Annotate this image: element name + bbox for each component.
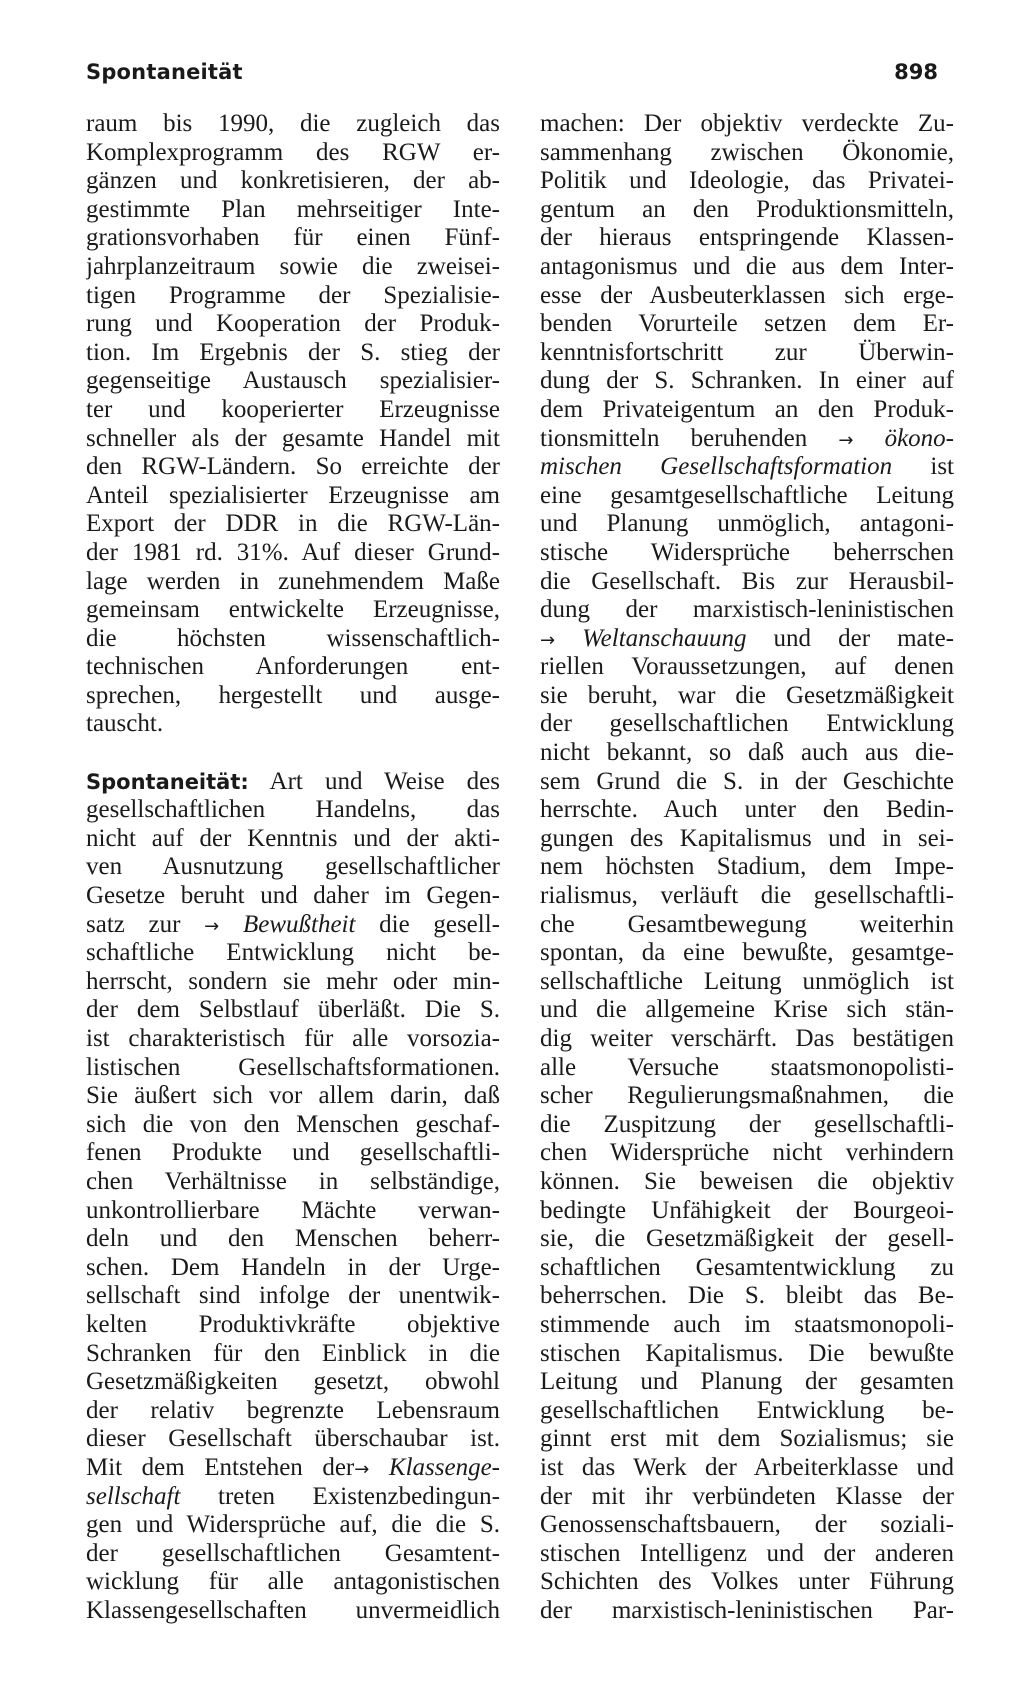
text-line: Schranken für den Einblick in die bbox=[86, 1339, 500, 1367]
entry-separator bbox=[86, 739, 500, 768]
text-line: spontan, da eine bewußte, gesamtge- bbox=[540, 939, 954, 967]
text-line: tauscht. bbox=[86, 710, 164, 738]
text-line: listischen Gesellschaftsformationen. bbox=[86, 1053, 500, 1081]
text-line: eine gesamtgesellschaftliche Leitung bbox=[540, 481, 954, 509]
cross-reference-weltanschauung[interactable]: Weltanschauung bbox=[555, 624, 747, 652]
text-line: sammenhang zwischen Ökonomie, bbox=[540, 138, 954, 166]
text-line: dieser Gesellschaft überschaubar ist. bbox=[86, 1425, 500, 1453]
text-line: ginnt erst mit dem Sozialismus; sie bbox=[540, 1425, 954, 1453]
text-line: Gesetzmäßigkeiten gesetzt, obwohl bbox=[86, 1368, 500, 1396]
text-line: stische Widersprüche beherrschen bbox=[540, 538, 954, 566]
entry-text: Art und Weise des bbox=[248, 767, 500, 795]
entry-headword: Spontaneität: bbox=[86, 769, 249, 794]
text-line: der hieraus entspringende Klassen- bbox=[540, 224, 954, 252]
text-line: die Zuspitzung der gesellschaftli- bbox=[540, 1110, 954, 1138]
entry-text: Mit dem Entstehen der bbox=[86, 1453, 355, 1481]
text-line: und Planung unmöglich, antagoni- bbox=[540, 510, 954, 538]
cross-reference-arrow-icon: → bbox=[838, 429, 854, 451]
text-line: lage werden in zunehmendem Maße bbox=[86, 567, 500, 595]
text-line: rialismus, verläuft die gesellschaftli- bbox=[540, 882, 954, 910]
cross-reference-bewusstheit[interactable]: Bewußtheit bbox=[242, 910, 356, 938]
text-line: der marxistisch-leninistischen Par- bbox=[540, 1596, 954, 1624]
entry-text: tionsmitteln beruhenden bbox=[540, 424, 839, 452]
text-line: kelten Produktivkräfte objektive bbox=[86, 1310, 500, 1338]
text-line: Export der DDR in die RGW-Län- bbox=[86, 510, 500, 538]
text-line: dig weiter verschärft. Das bestätigen bbox=[540, 1025, 954, 1052]
text-line: schaftlichen Gesamtentwicklung zu bbox=[540, 1253, 954, 1281]
cross-reference-klassengesellschaft[interactable]: sellschaft bbox=[86, 1482, 181, 1510]
text-line: Komplexprogramm des RGW er- bbox=[86, 138, 500, 166]
entry-text: die gesell- bbox=[355, 910, 500, 938]
text-line: chen Verhältnisse in selbständige, bbox=[86, 1167, 500, 1195]
text-line: gestimmte Plan mehrseitiger Inte- bbox=[86, 195, 500, 223]
cross-reference-line bbox=[86, 911, 500, 940]
text-line: Gesetze beruht und daher im Gegen- bbox=[86, 882, 500, 910]
cross-reference-arrow-icon: → bbox=[204, 915, 220, 937]
text-line: nicht auf der Kenntnis und der akti- bbox=[86, 824, 500, 852]
text-line: gentum an den Produktionsmitteln, bbox=[540, 195, 954, 223]
text-line: stischen Kapitalismus. Die bewußte bbox=[540, 1339, 954, 1367]
text-line: der mit ihr verbündeten Klasse der bbox=[540, 1482, 954, 1510]
text-line: schaftliche Entwicklung nicht be- bbox=[86, 939, 500, 967]
text-line: tigen Programme der Spezialisie- bbox=[86, 281, 500, 309]
cross-reference-oekonomische-gesellschaftsformation[interactable]: mischen Gesellschaftsformation bbox=[540, 453, 893, 481]
text-line: deln und den Menschen beherr- bbox=[86, 1225, 500, 1253]
text-line: herrscht, sondern sie mehr oder min- bbox=[86, 967, 500, 995]
cross-reference-klassengesellschaft[interactable]: Klassenge- bbox=[369, 1453, 500, 1481]
text-line: dung der S. Schranken. In einer auf bbox=[540, 367, 954, 395]
entry-text: satz zur bbox=[86, 910, 205, 938]
text-line: der gesellschaftlichen Entwicklung bbox=[540, 710, 954, 738]
text-line: technischen Anforderungen ent- bbox=[86, 653, 500, 681]
left-column bbox=[86, 110, 500, 1625]
cross-reference-line bbox=[540, 425, 954, 454]
text-line: riellen Voraussetzungen, auf denen bbox=[540, 653, 954, 681]
text-line: antagonismus und die aus dem Inter- bbox=[540, 252, 954, 280]
text-line: ter und kooperierter Erzeugnisse bbox=[86, 395, 500, 423]
page-number: 898 bbox=[894, 60, 938, 84]
entry-text-block bbox=[540, 653, 954, 1625]
text-line: gesellschaftlichen Entwicklung be- bbox=[540, 1396, 954, 1424]
text-line: sie, die Gesetzmäßigkeit der gesell- bbox=[540, 1225, 954, 1253]
text-line: Leitung und Planung der gesamten bbox=[540, 1368, 954, 1396]
text-line: beherrschen. Die S. bleibt das Be- bbox=[540, 1282, 954, 1310]
text-line: können. Sie beweisen die objektiv bbox=[540, 1167, 954, 1195]
text-line: jahrplanzeitraum sowie die zweisei- bbox=[86, 252, 500, 280]
entry-text: treten Existenzbedingun- bbox=[180, 1482, 500, 1510]
text-line: der relativ begrenzte Lebensraum bbox=[86, 1396, 500, 1424]
entry-text-block bbox=[86, 796, 500, 910]
text-line: und die allgemeine Krise sich stän- bbox=[540, 996, 954, 1024]
entry-text-block bbox=[86, 939, 500, 1454]
text-line: fenen Produkte und gesellschaftli- bbox=[86, 1139, 500, 1167]
cross-reference-arrow-icon: → bbox=[354, 1458, 370, 1480]
text-line: bedingte Unfähigkeit der Bourgeoi- bbox=[540, 1196, 954, 1224]
text-line: ist das Werk der Arbeiterklasse und bbox=[540, 1453, 954, 1481]
entry-text-block bbox=[540, 110, 954, 425]
text-line: Sie äußert sich vor allem darin, daß bbox=[86, 1082, 500, 1110]
text-line: stimmende auch im staatsmonopoli- bbox=[540, 1310, 954, 1338]
text-line: che Gesamtbewegung weiterhin bbox=[540, 910, 954, 938]
entry-first-line bbox=[86, 768, 500, 797]
text-line: der gesellschaftlichen Gesamtent- bbox=[86, 1539, 500, 1567]
entry-text-block bbox=[86, 1511, 500, 1625]
text-line: rung und Kooperation der Produk- bbox=[86, 310, 500, 338]
text-line: esse der Ausbeuterklassen sich erge- bbox=[540, 281, 954, 309]
right-column bbox=[540, 110, 954, 1625]
text-line: Klassengesellschaften unvermeidlich bbox=[86, 1596, 500, 1624]
text-line: sich die von den Menschen geschaf- bbox=[86, 1110, 500, 1138]
text-line: benden Vorurteile setzen dem Er- bbox=[540, 310, 954, 338]
cross-reference-line bbox=[86, 1483, 500, 1512]
text-line: sem Grund die S. in der Geschichte bbox=[540, 767, 954, 795]
entry-text: und der mate- bbox=[746, 624, 954, 652]
text-line: tion. Im Ergebnis der S. stieg der bbox=[86, 338, 500, 366]
text-line: dung der marxistisch-leninistischen bbox=[540, 596, 954, 624]
text-line: kenntnisfortschritt zur Überwin- bbox=[540, 338, 954, 366]
running-head: Spontaneität bbox=[86, 60, 243, 84]
text-line: chen Widersprüche nicht verhindern bbox=[540, 1139, 954, 1167]
text-line: machen: Der objektiv verdeckte Zu- bbox=[540, 110, 954, 137]
text-line: gegenseitige Austausch spezialisier- bbox=[86, 367, 500, 395]
text-line: Schichten des Volkes unter Führung bbox=[540, 1568, 954, 1596]
previous-entry-continuation bbox=[86, 110, 500, 739]
text-line: der 1981 rd. 31%. Auf dieser Grund- bbox=[86, 538, 500, 566]
text-line: Politik und Ideologie, das Privatei- bbox=[540, 167, 954, 195]
text-line: Genossenschaftsbauern, der soziali- bbox=[540, 1511, 954, 1539]
entry-text: ist bbox=[892, 453, 954, 481]
text-line: scher Regulierungsmaßnahmen, die bbox=[540, 1082, 954, 1110]
text-line: sellschaftliche Leitung unmöglich ist bbox=[540, 967, 954, 995]
entry-text-block bbox=[540, 482, 954, 625]
text-line: gemeinsam entwickelte Erzeugnisse, bbox=[86, 596, 500, 624]
text-line: gänzen und konkretisieren, der ab- bbox=[86, 167, 500, 195]
text-line: unkontrollierbare Mächte verwan- bbox=[86, 1196, 500, 1224]
text-line: nem höchsten Stadium, dem Impe- bbox=[540, 853, 954, 881]
text-line: sellschaft sind infolge der unentwik- bbox=[86, 1282, 500, 1310]
text-line: die höchsten wissenschaftlich- bbox=[86, 624, 500, 652]
text-line: sprechen, hergestellt und ausge- bbox=[86, 681, 500, 709]
text-line: stischen Intelligenz und der anderen bbox=[540, 1539, 954, 1567]
cross-reference-oekonomische-gesellschaftsformation[interactable]: ökono- bbox=[853, 424, 954, 452]
text-line: dem Privateigentum an den Produk- bbox=[540, 395, 954, 423]
text-line: sie beruht, war die Gesetzmäßigkeit bbox=[540, 681, 954, 709]
text-line: schen. Dem Handeln in der Urge- bbox=[86, 1253, 500, 1281]
cross-reference-line bbox=[540, 625, 954, 654]
text-line: ist charakteristisch für alle vorsozia- bbox=[86, 1025, 500, 1052]
text-line: den RGW-Ländern. So erreichte der bbox=[86, 453, 500, 481]
text-line: schneller als der gesamte Handel mit bbox=[86, 424, 500, 452]
text-line: grationsvorhaben für einen Fünf- bbox=[86, 224, 500, 252]
text-line: alle Versuche staatsmonopolisti- bbox=[540, 1053, 954, 1081]
text-line: herrschte. Auch unter den Bedin- bbox=[540, 796, 954, 824]
text-line: nicht bekannt, so daß auch aus die- bbox=[540, 739, 954, 767]
text-line: wicklung für alle antagonistischen bbox=[86, 1568, 500, 1596]
cross-reference-line bbox=[86, 1454, 500, 1483]
text-line: die Gesellschaft. Bis zur Herausbil- bbox=[540, 567, 954, 595]
text-line: gen und Widersprüche auf, die die S. bbox=[86, 1511, 500, 1539]
entry-spontaneitaet bbox=[86, 768, 500, 1626]
text-line: raum bis 1990, die zugleich das bbox=[86, 110, 500, 137]
text-line: gesellschaftlichen Handelns, das bbox=[86, 796, 500, 824]
text-line: ven Ausnutzung gesellschaftlicher bbox=[86, 853, 500, 881]
cross-reference-line bbox=[540, 453, 954, 482]
text-line: Anteil spezialisierter Erzeugnisse am bbox=[86, 481, 500, 509]
text-line: der dem Selbstlauf überläßt. Die S. bbox=[86, 996, 500, 1024]
cross-reference-arrow-icon: → bbox=[540, 629, 556, 651]
text-line: gungen des Kapitalismus und in sei- bbox=[540, 824, 954, 852]
